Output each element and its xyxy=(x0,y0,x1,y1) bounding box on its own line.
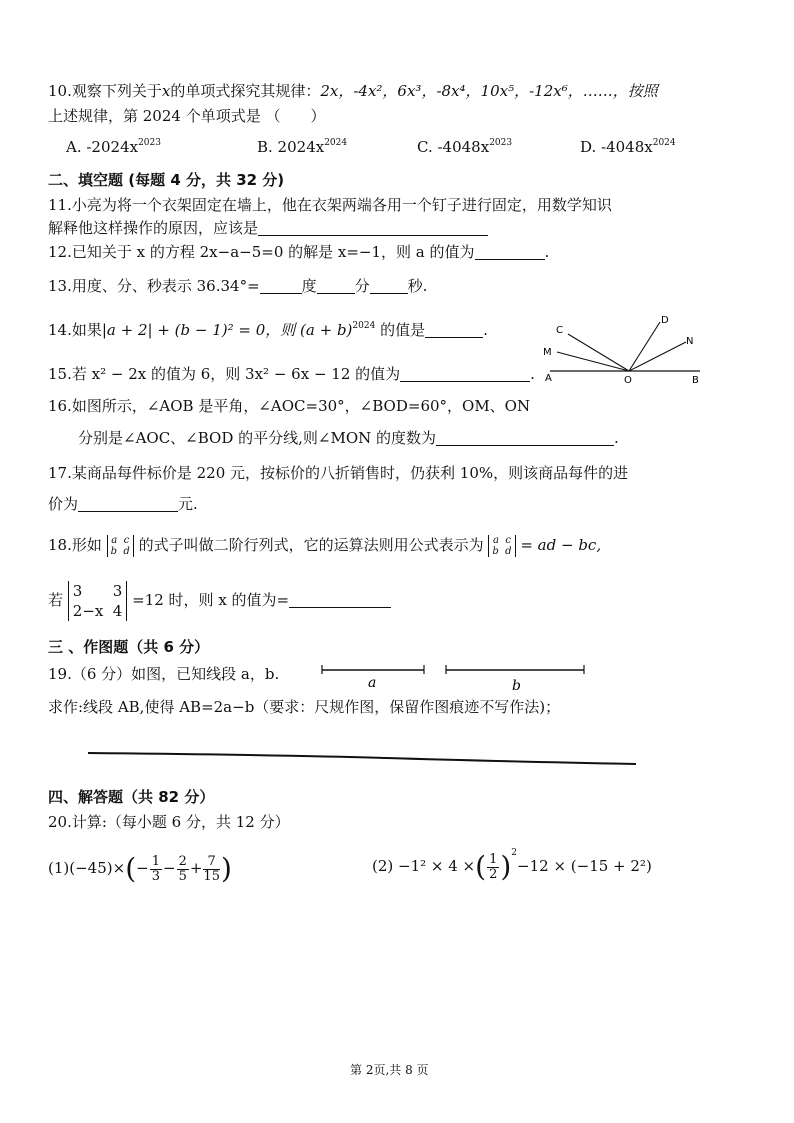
q10-option-d-text: D. -4048x xyxy=(580,138,653,156)
frac-1-2 xyxy=(487,853,499,882)
q10-var: x xyxy=(161,82,171,100)
q10-option-b[interactable] xyxy=(257,137,347,157)
label-d: D xyxy=(661,315,669,326)
frac-2-5 xyxy=(177,855,189,884)
q20-part2-suffix: −12 × (−15 + 2²) xyxy=(517,857,652,875)
q18-prefix: 18.形如 xyxy=(48,536,102,554)
q16-line1: 16.如图所示，∠AOB 是平角，∠AOC=30°，∠BOD=60°，OM、ON xyxy=(48,397,531,415)
ray-oc xyxy=(568,334,629,371)
q20-part1: (1)(−45)×(− $\frac{1}{3}$ − $\frac{2}{5}$ + $\frac{7}{15}$ ) xyxy=(48,852,232,885)
segment-a-label: a xyxy=(368,675,377,691)
frac-2-den: 5 xyxy=(178,868,187,884)
label-n: N xyxy=(686,336,694,347)
q16-end: . xyxy=(614,429,619,447)
paren-close-2: ) xyxy=(500,850,512,883)
q13-second-blank[interactable] xyxy=(370,278,408,294)
q20-part2-prefix: (2) −1² × 4 × xyxy=(372,857,476,875)
q14-prefix: 14.如果 xyxy=(48,321,102,339)
q10-option-c[interactable] xyxy=(417,137,512,157)
q10-option-d[interactable] xyxy=(580,137,676,157)
q14-end: . xyxy=(483,321,488,339)
q10-line2: 上述规律，第 2024 个单项式是 （ ） xyxy=(48,107,326,125)
q18-mid: 的式子叫做二阶行列式，它的运算法则用公式表示为 xyxy=(138,536,484,554)
q10-option-d-exp: 2024 xyxy=(652,138,676,148)
q13-unit-minute: 分 xyxy=(354,277,370,295)
q18-matrix xyxy=(68,581,128,621)
q10-option-c-text: C. -4048x xyxy=(417,138,490,156)
q10-option-a[interactable] xyxy=(66,137,161,157)
q14 xyxy=(48,320,488,340)
q13-minute-blank[interactable] xyxy=(317,278,355,294)
q16-prompt: 分别是∠AOC、∠BOD 的平分线,则∠MON 的度数为 xyxy=(78,429,437,447)
page-footer: 第 2页,共 8 页 xyxy=(350,1063,429,1077)
q19-line1: 19.（6 分）如图，已知线段 a，b. xyxy=(48,665,280,683)
q10-option-b-text: B. 2024x xyxy=(257,138,325,156)
q14-suffix: 的值是 xyxy=(375,321,426,339)
q14-answer-blank[interactable] xyxy=(425,322,483,338)
q13-unit-degree: 度 xyxy=(301,277,317,295)
q15-text: 15.若 x² − 2x 的值为 6，则 3x² − 6x − 12 的值为 xyxy=(48,365,401,383)
frac-1-num: 1 xyxy=(151,853,160,869)
q13-unit-second: 秒. xyxy=(407,277,428,295)
frac-7-15 xyxy=(203,855,220,884)
frac-1-den: 3 xyxy=(151,868,160,884)
segment-b-label: b xyxy=(512,678,521,694)
q18-formula: = ad − bc, xyxy=(520,536,602,554)
q12-end: . xyxy=(544,243,550,261)
q10-prefix: 10.观察下列关于 xyxy=(48,82,162,100)
q11-prompt: 解释他这样操作的原因，应该是 xyxy=(48,219,259,237)
q14-exponent: 2024 xyxy=(352,321,376,331)
m22: 4 xyxy=(112,602,123,620)
q18-line2-prefix: 若 xyxy=(48,591,64,609)
q17-line2 xyxy=(48,494,198,514)
q19-segments xyxy=(318,660,598,694)
q20-part2-exp: 2 xyxy=(511,848,518,858)
q18-line1 xyxy=(48,530,601,560)
q15-end: . xyxy=(530,365,535,383)
q19-line2: 求作:线段 AB,使得 AB=2a−b（要求：尺规作图，保留作图痕迹不写作法)； xyxy=(48,698,561,716)
q17-line1: 17.某商品每件标价是 220 元，按标价的八折销售时，仍获利 10%，则该商品每件的进 xyxy=(48,464,629,482)
determinant-symbol xyxy=(107,535,134,557)
section-2-title: 二、填空题 xyxy=(48,171,124,189)
section-4-heading: 四、解答题（共 82 分） xyxy=(48,788,215,806)
ray-om xyxy=(557,352,629,371)
q13-prefix: 13.用度、分、秒表示 36.34°= xyxy=(48,277,260,295)
det2-c: c xyxy=(505,535,511,546)
section-2-note: (每题 4 分，共 32 分) xyxy=(128,171,285,189)
label-c: C xyxy=(556,325,563,336)
det2-d: d xyxy=(505,546,512,557)
section-3-heading: 三 、作图题（共 6 分） xyxy=(48,638,210,656)
q18-line2 xyxy=(48,578,391,622)
angle-figure xyxy=(540,312,710,392)
q16-line2 xyxy=(78,428,619,448)
label-o: O xyxy=(624,375,632,386)
q16-answer-blank[interactable] xyxy=(436,430,614,446)
frac-2-num: 2 xyxy=(178,853,187,869)
determinant-formula-symbol xyxy=(488,535,515,557)
label-b: B xyxy=(692,375,699,386)
q10-line1 xyxy=(48,81,658,101)
q10-option-a-text: A. -2024x xyxy=(66,138,139,156)
section-2-heading xyxy=(48,170,284,190)
q20-title: 20.计算:（每小题 6 分，共 12 分） xyxy=(48,813,290,831)
q11-answer-blank[interactable] xyxy=(258,220,488,236)
paren-close-1: ) xyxy=(220,852,232,885)
m12: 3 xyxy=(112,582,123,600)
q11-line1: 11.小亮为将一个衣架固定在墙上，他在衣架两端各用一个钉子进行固定，用数学知识 xyxy=(48,196,612,214)
m11: 3 xyxy=(72,582,83,600)
q13-degree-blank[interactable] xyxy=(260,278,302,294)
paren-open-1: ( xyxy=(125,852,137,885)
q17-prefix: 价为 xyxy=(48,495,79,513)
det-c: c xyxy=(123,535,130,546)
frac-half-den: 2 xyxy=(489,866,498,882)
q10-mid: 的单项式探究其规律： xyxy=(170,82,321,100)
q12 xyxy=(48,242,549,262)
frac-3-den: 15 xyxy=(203,868,220,884)
q10-option-b-exp: 2024 xyxy=(324,138,348,148)
q18-answer-blank[interactable] xyxy=(289,592,391,608)
q10-option-c-exp: 2023 xyxy=(489,138,513,148)
q17-answer-blank[interactable] xyxy=(78,496,178,512)
q11-line2 xyxy=(48,218,488,238)
q15 xyxy=(48,364,535,384)
q20-part1-prefix: (1)(−45)× xyxy=(48,859,126,877)
q12-answer-blank[interactable] xyxy=(475,244,545,260)
q10-sequence: 2x，-4x²，6x³，-8x⁴，10x⁵，-12x⁶，……，按照 xyxy=(320,82,658,100)
q19-construction-ray[interactable] xyxy=(86,750,638,770)
frac-half-num: 1 xyxy=(489,851,498,867)
q14-expression: |a + 2| + (b − 1)² = 0，则 (a + b) xyxy=(101,321,353,339)
q10-option-a-exp: 2023 xyxy=(138,138,161,148)
label-a: A xyxy=(545,373,552,384)
det-d: d xyxy=(123,546,130,557)
q20-part2 xyxy=(372,846,652,887)
paren-open-2: ( xyxy=(475,850,487,883)
q15-answer-blank[interactable] xyxy=(400,366,530,382)
q18-line2-mid: =12 时，则 x 的值为= xyxy=(132,591,290,609)
q13 xyxy=(48,276,427,296)
frac-3-num: 7 xyxy=(203,855,220,870)
construction-ray-line xyxy=(88,753,636,764)
det-b: b xyxy=(110,546,118,557)
frac-1-3 xyxy=(150,855,162,884)
det2-a: a xyxy=(493,535,499,546)
det2-b: b xyxy=(492,546,499,557)
q12-text: 12.已知关于 x 的方程 2x−a−5=0 的解是 x=−1，则 a 的值为 xyxy=(48,243,475,261)
m21: 2−x xyxy=(72,602,104,620)
label-m: M xyxy=(543,347,552,358)
q17-suffix: 元. xyxy=(178,495,198,513)
det-a: a xyxy=(111,535,118,546)
